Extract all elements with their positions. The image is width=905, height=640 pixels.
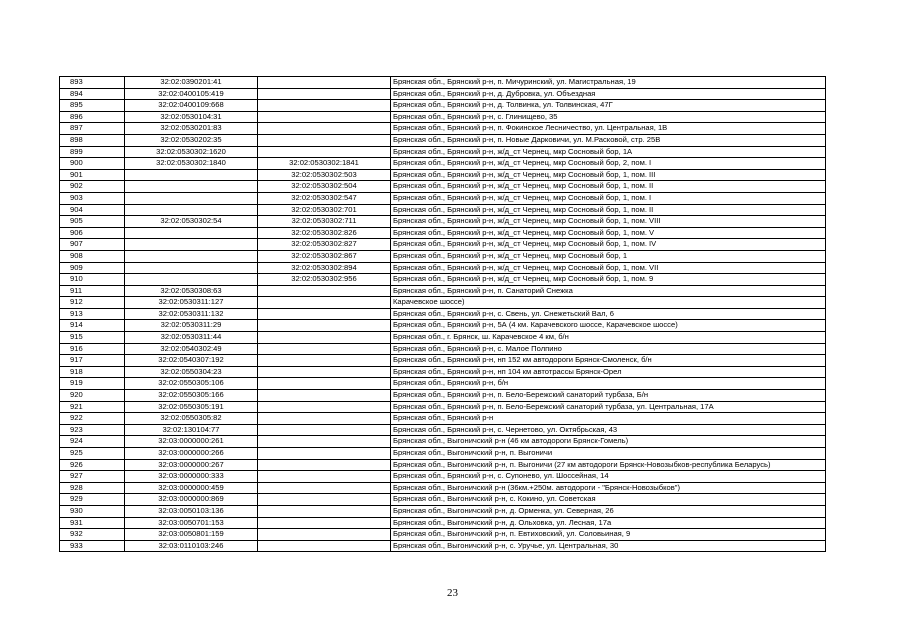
cadastral-number-cell: 32:02:0540307:192 (125, 355, 258, 367)
address-cell: Брянская обл., Брянский р-н, б/н (391, 378, 826, 390)
table-row (60, 158, 826, 170)
row-number-cell: 902 (60, 181, 125, 193)
related-cadastral-number-cell (258, 471, 391, 483)
related-cadastral-number-cell: 32:02:0530302:503 (258, 169, 391, 181)
table-row (60, 262, 826, 274)
row-number-cell: 906 (60, 227, 125, 239)
related-cadastral-number-cell (258, 320, 391, 332)
address-cell: Брянская обл., Брянский р-н, с. Глинищево, 35 (391, 111, 826, 123)
row-number-cell: 905 (60, 216, 125, 228)
table-row (60, 250, 826, 262)
cadastral-number-cell (125, 250, 258, 262)
row-number-cell: 933 (60, 540, 125, 552)
table-row (60, 274, 826, 286)
table-row (60, 390, 826, 402)
address-cell: Брянская обл., Брянский р-н, ж/д_ст Чернец, мкр Сосновый бор, 1А (391, 146, 826, 158)
cadastral-number-cell: 32:03:0050701:153 (125, 517, 258, 529)
cadastral-number-cell: 32:02:0530201:83 (125, 123, 258, 135)
cadastral-number-cell: 32:02:0550305:82 (125, 413, 258, 425)
table-row (60, 297, 826, 309)
cadastral-number-cell: 32:02:0530308:63 (125, 285, 258, 297)
table-row (60, 494, 826, 506)
cadastral-number-cell: 32:03:0000000:333 (125, 471, 258, 483)
row-number-cell: 923 (60, 424, 125, 436)
address-cell: Брянская обл., Брянский р-н, ж/д_ст Чернец, мкр Сосновый бор, 2, пом. I (391, 158, 826, 170)
table-row (60, 459, 826, 471)
table-row (60, 355, 826, 367)
related-cadastral-number-cell (258, 436, 391, 448)
related-cadastral-number-cell (258, 540, 391, 552)
address-cell: Брянская обл., Выгоничский р-н (46 км автодороги Брянск-Гомель) (391, 436, 826, 448)
row-number-cell: 921 (60, 401, 125, 413)
address-cell: Брянская обл., Выгоничский р-н, п. Выгоничи (391, 448, 826, 460)
row-number-cell: 932 (60, 529, 125, 541)
table-row (60, 517, 826, 529)
related-cadastral-number-cell: 32:02:0530302:827 (258, 239, 391, 251)
cadastral-number-cell: 32:02:0550305:106 (125, 378, 258, 390)
cadastral-number-cell (125, 239, 258, 251)
row-number-cell: 916 (60, 343, 125, 355)
row-number-cell: 901 (60, 169, 125, 181)
row-number-cell: 919 (60, 378, 125, 390)
related-cadastral-number-cell (258, 413, 391, 425)
row-number-cell: 910 (60, 274, 125, 286)
address-cell: Брянская обл., Брянский р-н, п. Бело-Бережский санаторий турбаза, ул. Центральная, 17А (391, 401, 826, 413)
cadastral-number-cell (125, 181, 258, 193)
row-number-cell: 909 (60, 262, 125, 274)
row-number-cell: 925 (60, 448, 125, 460)
related-cadastral-number-cell: 32:02:0530302:1841 (258, 158, 391, 170)
cadastral-number-cell: 32:03:0110103:246 (125, 540, 258, 552)
cadastral-number-cell: 32:02:0550305:166 (125, 390, 258, 402)
table-row (60, 88, 826, 100)
related-cadastral-number-cell (258, 505, 391, 517)
row-number-cell: 928 (60, 482, 125, 494)
page-number: 23 (447, 587, 458, 599)
address-cell: Брянская обл., Выгоничский р-н (36км.+250м. автодороги - "Брянск-Новозыбков") (391, 482, 826, 494)
table-row (60, 505, 826, 517)
address-cell: Брянская обл., Брянский р-н, д. Толвинка, ул. Толвинская, 47Г (391, 100, 826, 112)
related-cadastral-number-cell (258, 482, 391, 494)
address-cell: Брянская обл., Брянский р-н, нп 104 км автотрассы Брянск-Орел (391, 366, 826, 378)
cadastral-number-cell: 32:03:0000000:267 (125, 459, 258, 471)
cadastral-number-cell: 32:02:130104:77 (125, 424, 258, 436)
cadastral-number-cell: 32:02:0530311:29 (125, 320, 258, 332)
related-cadastral-number-cell (258, 424, 391, 436)
cadastral-number-cell: 32:02:0390201:41 (125, 77, 258, 89)
table-row (60, 413, 826, 425)
related-cadastral-number-cell: 32:02:0530302:894 (258, 262, 391, 274)
table-row (60, 227, 826, 239)
row-number-cell: 924 (60, 436, 125, 448)
related-cadastral-number-cell (258, 343, 391, 355)
table-row (60, 401, 826, 413)
row-number-cell: 920 (60, 390, 125, 402)
address-cell: Брянская обл., Брянский р-н, ж/д_ст Чернец, мкр Сосновый бор, 1, пом. 9 (391, 274, 826, 286)
table-row (60, 320, 826, 332)
address-cell: Карачевское шоссе) (391, 297, 826, 309)
related-cadastral-number-cell (258, 308, 391, 320)
related-cadastral-number-cell (258, 494, 391, 506)
related-cadastral-number-cell (258, 123, 391, 135)
address-cell: Брянская обл., Брянский р-н (391, 413, 826, 425)
table-row (60, 424, 826, 436)
related-cadastral-number-cell (258, 366, 391, 378)
cadastral-number-cell (125, 274, 258, 286)
table-row (60, 285, 826, 297)
address-cell: Брянская обл., Выгоничский р-н, с. Уручье, ул. Центральная, 30 (391, 540, 826, 552)
cadastral-number-cell (125, 192, 258, 204)
address-cell: Брянская обл., Выгоничский р-н, с. Кокино, ул. Советская (391, 494, 826, 506)
row-number-cell: 900 (60, 158, 125, 170)
cadastral-number-cell: 32:02:0530311:132 (125, 308, 258, 320)
row-number-cell: 898 (60, 134, 125, 146)
related-cadastral-number-cell: 32:02:0530302:956 (258, 274, 391, 286)
table-row (60, 529, 826, 541)
row-number-cell: 897 (60, 123, 125, 135)
table-row (60, 540, 826, 552)
address-cell: Брянская обл., Брянский р-н, п. Мичуринский, ул. Магистральная, 19 (391, 77, 826, 89)
row-number-cell: 917 (60, 355, 125, 367)
related-cadastral-number-cell (258, 355, 391, 367)
address-cell: Брянская обл., Выгоничский р-н, д. Ольховка, ул. Лесная, 17а (391, 517, 826, 529)
related-cadastral-number-cell (258, 401, 391, 413)
address-cell: Брянская обл., Брянский р-н, д. Дубровка, ул. Объездная (391, 88, 826, 100)
table-row (60, 204, 826, 216)
related-cadastral-number-cell: 32:02:0530302:711 (258, 216, 391, 228)
address-cell: Брянская обл., Брянский р-н, с. Свень, ул. Снежетьский Вал, 6 (391, 308, 826, 320)
related-cadastral-number-cell (258, 111, 391, 123)
table-row (60, 471, 826, 483)
address-cell: Брянская обл., Брянский р-н, п. Бело-Бережский санаторий турбаза, Б/н (391, 390, 826, 402)
related-cadastral-number-cell (258, 77, 391, 89)
table-row (60, 77, 826, 89)
cadastral-number-cell: 32:02:0530302:1620 (125, 146, 258, 158)
row-number-cell: 918 (60, 366, 125, 378)
cadastral-number-cell (125, 227, 258, 239)
related-cadastral-number-cell (258, 529, 391, 541)
address-cell: Брянская обл., Выгоничский р-н, д. Орменка, ул. Северная, 26 (391, 505, 826, 517)
row-number-cell: 908 (60, 250, 125, 262)
address-cell: Брянская обл., Брянский р-н, п. Новые Дарковичи, ул. М.Расковой, стр. 25В (391, 134, 826, 146)
address-cell: Брянская обл., г. Брянск, ш. Карачевское 4 км, б/н (391, 332, 826, 344)
address-cell: Брянская обл., Брянский р-н, п. Фокинское Лесничество, ул. Центральная, 1В (391, 123, 826, 135)
row-number-cell: 929 (60, 494, 125, 506)
related-cadastral-number-cell (258, 459, 391, 471)
related-cadastral-number-cell (258, 517, 391, 529)
cadastral-number-cell: 32:02:0400109:668 (125, 100, 258, 112)
related-cadastral-number-cell (258, 378, 391, 390)
row-number-cell: 922 (60, 413, 125, 425)
row-number-cell: 894 (60, 88, 125, 100)
row-number-cell: 931 (60, 517, 125, 529)
cadastral-number-cell: 32:02:0400105:419 (125, 88, 258, 100)
related-cadastral-number-cell (258, 297, 391, 309)
cadastral-number-cell: 32:03:0000000:261 (125, 436, 258, 448)
row-number-cell: 913 (60, 308, 125, 320)
table-row (60, 239, 826, 251)
cadastral-number-cell: 32:02:0530311:44 (125, 332, 258, 344)
address-cell: Брянская обл., Брянский р-н, ж/д_ст Чернец, мкр Сосновый бор, 1, пом. II (391, 181, 826, 193)
table-row (60, 343, 826, 355)
related-cadastral-number-cell (258, 88, 391, 100)
row-number-cell: 915 (60, 332, 125, 344)
row-number-cell: 911 (60, 285, 125, 297)
related-cadastral-number-cell: 32:02:0530302:547 (258, 192, 391, 204)
row-number-cell: 912 (60, 297, 125, 309)
cadastral-number-cell: 32:03:0000000:459 (125, 482, 258, 494)
related-cadastral-number-cell: 32:02:0530302:867 (258, 250, 391, 262)
table-row (60, 308, 826, 320)
table-row (60, 192, 826, 204)
table-row (60, 378, 826, 390)
cadastral-table (59, 76, 826, 552)
cadastral-number-cell: 32:03:0050801:159 (125, 529, 258, 541)
cadastral-number-cell: 32:02:0530302:54 (125, 216, 258, 228)
table-row (60, 111, 826, 123)
related-cadastral-number-cell: 32:02:0530302:701 (258, 204, 391, 216)
table-row (60, 134, 826, 146)
cadastral-number-cell: 32:02:0540302:49 (125, 343, 258, 355)
related-cadastral-number-cell: 32:02:0530302:826 (258, 227, 391, 239)
related-cadastral-number-cell (258, 285, 391, 297)
related-cadastral-number-cell (258, 448, 391, 460)
address-cell: Брянская обл., Брянский р-н, 5А (4 км. Карачевского шоссе, Карачевское шоссе) (391, 320, 826, 332)
table-row (60, 181, 826, 193)
row-number-cell: 899 (60, 146, 125, 158)
address-cell: Брянская обл., Брянский р-н, ж/д_ст Чернец, мкр Сосновый бор, 1 (391, 250, 826, 262)
related-cadastral-number-cell: 32:02:0530302:504 (258, 181, 391, 193)
related-cadastral-number-cell (258, 146, 391, 158)
table-row (60, 332, 826, 344)
table-row (60, 216, 826, 228)
cadastral-number-cell: 32:02:0550305:191 (125, 401, 258, 413)
related-cadastral-number-cell (258, 332, 391, 344)
table-row (60, 366, 826, 378)
table-row (60, 146, 826, 158)
address-cell: Брянская обл., Брянский р-н, ж/д_ст Чернец, мкр Сосновый бор, 1, пом. III (391, 169, 826, 181)
address-cell: Брянская обл., Брянский р-н, ж/д_ст Чернец, мкр Сосновый бор, 1, пом. I (391, 192, 826, 204)
row-number-cell: 907 (60, 239, 125, 251)
cadastral-number-cell: 32:02:0530302:1840 (125, 158, 258, 170)
row-number-cell: 927 (60, 471, 125, 483)
cadastral-number-cell (125, 169, 258, 181)
row-number-cell: 914 (60, 320, 125, 332)
address-cell: Брянская обл., Брянский р-н, ж/д_ст Чернец, мкр Сосновый бор, 1, пом. VIII (391, 216, 826, 228)
table-row (60, 448, 826, 460)
table-row (60, 169, 826, 181)
address-cell: Брянская обл., Выгоничский р-н, п. Евтиховский, ул. Соловьиная, 9 (391, 529, 826, 541)
address-cell: Брянская обл., Брянский р-н, с. Малое Полпино (391, 343, 826, 355)
row-number-cell: 903 (60, 192, 125, 204)
address-cell: Брянская обл., Брянский р-н, ж/д_ст Чернец, мкр Сосновый бор, 1, пом. IV (391, 239, 826, 251)
cadastral-number-cell: 32:03:0050103:136 (125, 505, 258, 517)
related-cadastral-number-cell (258, 390, 391, 402)
cadastral-number-cell: 32:02:0530104:31 (125, 111, 258, 123)
table-row (60, 482, 826, 494)
table-body (60, 77, 826, 552)
address-cell: Брянская обл., Брянский р-н, п. Санаторий Снежка (391, 285, 826, 297)
row-number-cell: 896 (60, 111, 125, 123)
cadastral-number-cell: 32:02:0530202:35 (125, 134, 258, 146)
address-cell: Брянская обл., Брянский р-н, ж/д_ст Чернец, мкр Сосновый бор, 1, пом. V (391, 227, 826, 239)
address-cell: Брянская обл., Брянский р-н, нп 152 км автодороги Брянск-Смоленск, б/н (391, 355, 826, 367)
related-cadastral-number-cell (258, 134, 391, 146)
row-number-cell: 926 (60, 459, 125, 471)
cadastral-number-cell (125, 262, 258, 274)
cadastral-number-cell: 32:03:0000000:869 (125, 494, 258, 506)
table-row (60, 100, 826, 112)
address-cell: Брянская обл., Выгоничский р-н, п. Выгоничи (27 км автодороги Брянск-Новозыбков-республика Беларусь) (391, 459, 826, 471)
address-cell: Брянская обл., Брянский р-н, с. Супонево, ул. Шоссейная, 14 (391, 471, 826, 483)
cadastral-number-cell (125, 204, 258, 216)
address-cell: Брянская обл., Брянский р-н, ж/д_ст Чернец, мкр Сосновый бор, 1, пом. VII (391, 262, 826, 274)
table-row (60, 123, 826, 135)
related-cadastral-number-cell (258, 100, 391, 112)
address-cell: Брянская обл., Брянский р-н, с. Чернетово, ул. Октябрьская, 43 (391, 424, 826, 436)
address-cell: Брянская обл., Брянский р-н, ж/д_ст Чернец, мкр Сосновый бор, 1, пом. II (391, 204, 826, 216)
cadastral-number-cell: 32:02:0550304:23 (125, 366, 258, 378)
cadastral-number-cell: 32:02:0530311:127 (125, 297, 258, 309)
row-number-cell: 930 (60, 505, 125, 517)
cadastral-number-cell: 32:03:0000000:266 (125, 448, 258, 460)
table-row (60, 436, 826, 448)
row-number-cell: 895 (60, 100, 125, 112)
row-number-cell: 893 (60, 77, 125, 89)
row-number-cell: 904 (60, 204, 125, 216)
